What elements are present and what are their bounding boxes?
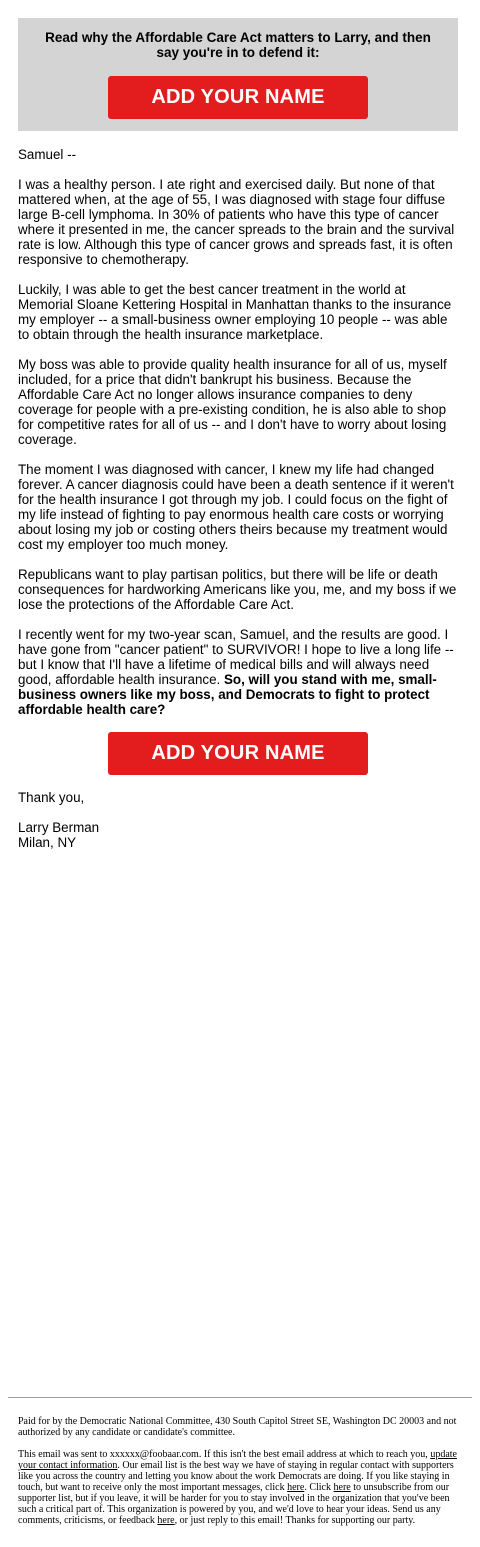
paragraph-6-ask: So, will you stand with me, small-business owners like my boss, and Democrats to fight to protect affordable health care? xyxy=(18,672,437,717)
paid-for-disclaimer: Paid for by the Democratic National Committee, 430 South Capitol Street SE, Washington DC 20003 and not authorized by any candidate or candidate's committee. xyxy=(18,1416,457,1438)
paragraph-6-text: I recently went for my two-year scan, Samuel, and the results are good. I have gone from "cancer patient" to SURVIVOR! I hope to live a long life -- but I know that I'll have a lifetime of medical bills and will always need good, affordable health insurance. xyxy=(18,627,454,687)
add-your-name-button-top[interactable]: ADD YOUR NAME xyxy=(108,76,368,119)
paragraph-4: The moment I was diagnosed with cancer, I knew my life had changed forever. A cancer diagnosis could have been a death sentence if it weren't for the health insurance I got through my job. I could focus on the fight of my life instead of fighting to pay enormous health care costs or worrying about losing my job or costing others theirs because my treatment would cost my employer too much money. xyxy=(18,462,454,552)
email-notice xyxy=(18,1449,460,1526)
paragraph-5: Republicans want to play partisan politics, but there will be life or death consequences for hardworking Americans like you, me, and my boss if we lose the protections of the Affordable Care Act. xyxy=(18,567,457,612)
notice-text-2: . Our email list is the best way we have of staying in regular contact with supporters like you across the country and letting you know about the work Democrats are doing. If you like staying in touch, but want to receive only the most important messages, click xyxy=(18,1460,454,1493)
footer-divider xyxy=(8,1397,472,1398)
paragraph-2: Luckily, I was able to get the best cancer treatment in the world at Memorial Sloane Kettering Hospital in Manhattan thanks to the insurance my employer -- a small-business owner employing 10 people -- was able to obtain through the health insurance marketplace. xyxy=(18,282,452,342)
paragraph-6 xyxy=(18,627,458,717)
footer xyxy=(18,1416,460,1537)
email-content xyxy=(18,18,458,850)
closing: Thank you, xyxy=(18,790,85,805)
important-messages-link[interactable]: here xyxy=(287,1482,305,1493)
intro-banner xyxy=(18,18,458,131)
notice-text-5: , or just reply to this email! Thanks for supporting our party. xyxy=(174,1515,416,1526)
notice-text-1: This email was sent to xxxxxx@foobaar.com. If this isn't the best email address at which to reach you, xyxy=(18,1449,431,1460)
signer-location: Milan, NY xyxy=(18,835,77,850)
add-your-name-button-bottom[interactable]: ADD YOUR NAME xyxy=(108,732,368,775)
signer-name: Larry Berman xyxy=(18,820,100,835)
letter-body xyxy=(18,147,458,850)
paragraph-1: I was a healthy person. I ate right and exercised daily. But none of that mattered when, at the age of 55, I was diagnosed with stage four diffuse large B-cell lymphoma. In 30% of patients who have this type of cancer where it presented in me, the cancer spreads to the brain and the survival rate is low. Although this type of cancer grows and spreads fast, it is often responsive to chemotherapy. xyxy=(18,177,455,267)
notice-text-4: to unsubscribe from our supporter list, but if you leave, it will be harder for you to stay involved in the organization that you've been such a critical part of. This organization is powered by you, and we'd love to hear your ideas. Send us any comments, criticisms, or feedback xyxy=(18,1482,450,1526)
salutation: Samuel -- xyxy=(18,147,77,162)
notice-text-3: . Click xyxy=(304,1482,334,1493)
unsubscribe-link[interactable]: here xyxy=(333,1482,351,1493)
banner-text: Read why the Affordable Care Act matters to Larry, and then say you're in to defend it: xyxy=(45,30,431,60)
paragraph-3: My boss was able to provide quality health insurance for all of us, myself included, for a price that didn't bankrupt his business. Because the Affordable Care Act no longer allows insurance companies to deny coverage for people with a pre-existing condition, he is also able to shop for competitive rates for all of us -- and I don't have to worry about losing coverage. xyxy=(18,357,447,447)
feedback-link[interactable]: here xyxy=(157,1515,175,1526)
signature-block xyxy=(18,790,458,850)
update-contact-info-link[interactable]: update your contact information xyxy=(18,1449,457,1471)
cta-row xyxy=(18,732,458,775)
